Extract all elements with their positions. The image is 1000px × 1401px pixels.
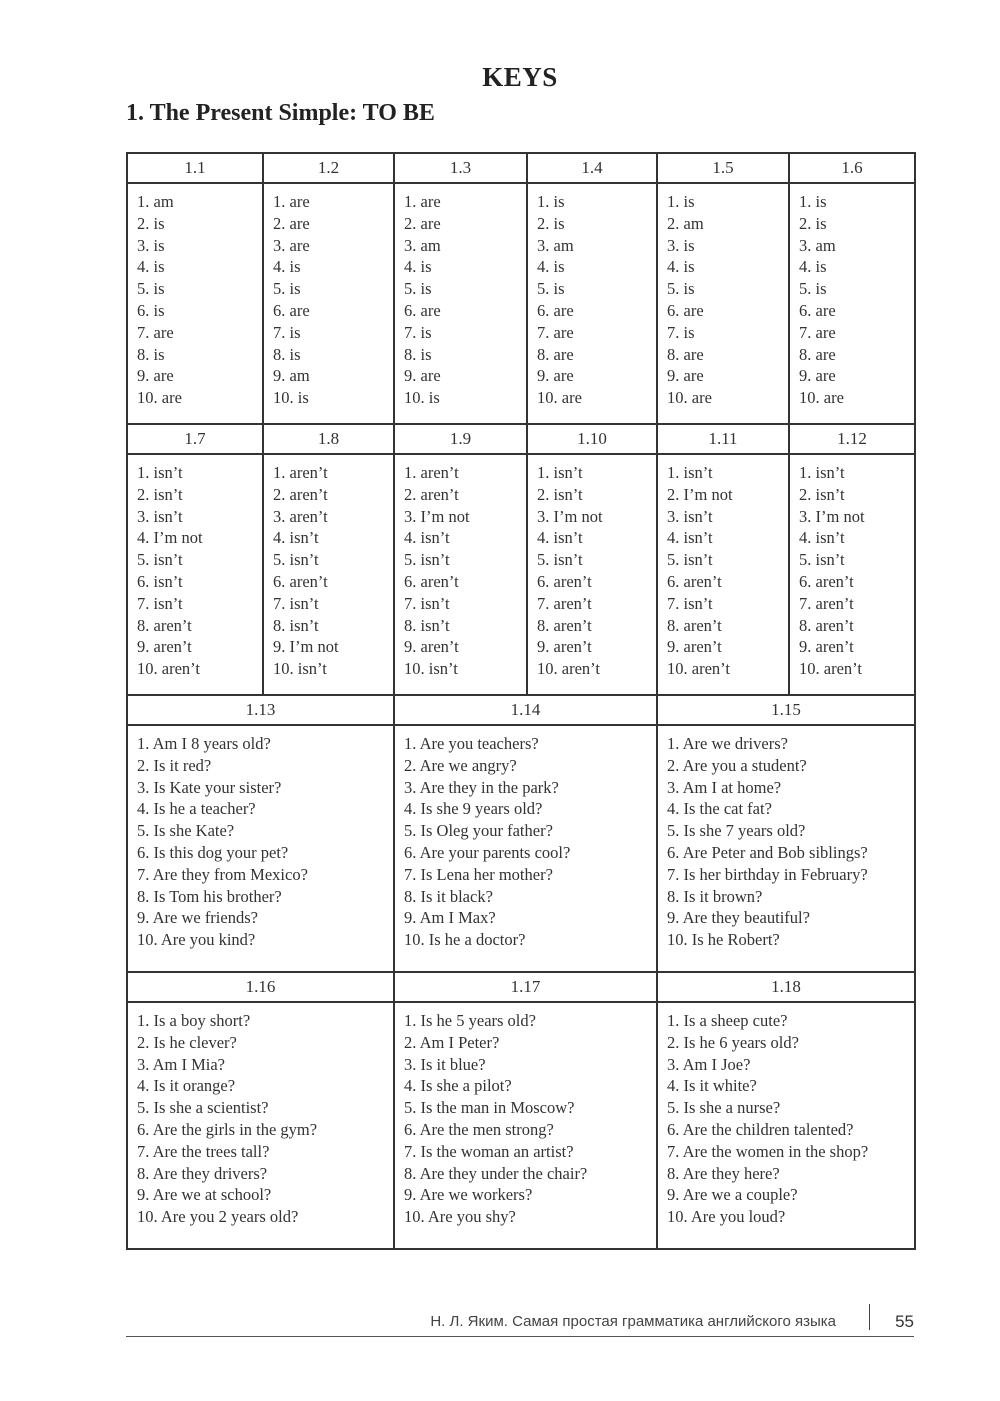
exercise-number: 1.13	[127, 695, 394, 725]
exercise-number: 1.17	[394, 972, 657, 1002]
answer-item: 8. Are they here?	[667, 1163, 780, 1183]
answer-item: 3. Am I Joe?	[667, 1054, 751, 1074]
exercise-header-row	[127, 972, 915, 1002]
exercise-answers-cell	[127, 725, 394, 972]
page-title: KEYS	[482, 62, 558, 92]
answer-list	[404, 733, 656, 951]
exercise-number: 1.12	[789, 424, 915, 454]
answer-item: 2. isn’t	[799, 484, 845, 504]
answer-item: 7. Are the trees tall?	[137, 1141, 270, 1161]
answer-item: 10. are	[667, 388, 712, 408]
answer-item: 3. Are they in the park?	[404, 777, 559, 797]
answer-item: 2. are	[404, 213, 441, 233]
answer-item: 9. aren’t	[667, 637, 722, 657]
answer-item: 4. isn’t	[799, 528, 845, 548]
answer-item: 7. isn’t	[667, 593, 713, 613]
answer-item: 5. Is she a nurse?	[667, 1098, 781, 1118]
exercise-answers-row	[127, 725, 915, 972]
exercise-answers-row	[127, 1002, 915, 1249]
answer-list	[404, 1010, 656, 1228]
answer-item: 7. is	[667, 322, 695, 342]
answer-item: 5. Is she Kate?	[137, 821, 235, 841]
answer-item: 5. Is she a scientist?	[137, 1098, 269, 1118]
answer-item: 3. is	[667, 235, 695, 255]
answer-item: 6. isn’t	[137, 571, 183, 591]
answer-item: 5. Is Oleg your father?	[404, 821, 553, 841]
answer-item: 10. Are you 2 years old?	[137, 1207, 299, 1227]
answer-item: 8. is	[404, 344, 432, 364]
answer-item: 9. Are we a couple?	[667, 1185, 798, 1205]
answer-item: 5. is	[667, 279, 695, 299]
answer-list	[137, 1010, 393, 1228]
answer-list	[137, 733, 393, 951]
answer-item: 6. is	[137, 300, 165, 320]
exercise-answers-cell	[394, 725, 657, 972]
exercise-number: 1.6	[789, 153, 915, 183]
answer-item: 3. Is it blue?	[404, 1054, 486, 1074]
answer-item: 8. are	[537, 344, 574, 364]
page-footer	[126, 1310, 914, 1337]
answer-item: 3. am	[799, 235, 836, 255]
answer-item: 1. Is he 5 years old?	[404, 1011, 536, 1030]
exercise-answers-cell	[657, 183, 789, 424]
answer-item: 4. is	[799, 257, 827, 277]
answer-item: 4. Is she 9 years old?	[404, 799, 543, 819]
exercise-number: 1.18	[657, 972, 915, 1002]
exercise-number: 1.11	[657, 424, 789, 454]
answer-item: 8. isn’t	[273, 615, 319, 635]
answer-list	[273, 191, 393, 409]
answer-item: 10. isn’t	[404, 659, 458, 679]
exercise-number: 1.15	[657, 695, 915, 725]
answer-item: 4. is	[137, 257, 165, 277]
answer-item: 9. are	[667, 366, 704, 386]
answer-item: 4. isn’t	[537, 528, 583, 548]
exercise-answers-cell	[263, 454, 394, 695]
answer-item: 3. I’m not	[799, 506, 865, 526]
answer-item: 5. isn’t	[537, 550, 583, 570]
exercise-answers-cell	[394, 454, 527, 695]
answer-item: 7. is	[273, 322, 301, 342]
exercise-header-row	[127, 695, 915, 725]
answer-item: 1. Are you teachers?	[404, 734, 539, 753]
answer-item: 1. is	[799, 192, 827, 211]
section-title: 1. The Present Simple: TO BE	[126, 100, 435, 126]
answer-item: 8. aren’t	[667, 615, 722, 635]
answer-item: 4. isn’t	[667, 528, 713, 548]
answer-item: 10. Is he Robert?	[667, 930, 780, 950]
answer-item: 7. Is Lena her mother?	[404, 864, 553, 884]
answer-item: 9. aren’t	[537, 637, 592, 657]
answer-item: 4. is	[404, 257, 432, 277]
answer-item: 1. is	[537, 192, 565, 211]
answer-item: 10. Is he a doctor?	[404, 930, 526, 950]
answer-item: 10. are	[799, 388, 844, 408]
answer-item: 5. Is the man in Moscow?	[404, 1098, 575, 1118]
answer-item: 9. Are we at school?	[137, 1185, 272, 1205]
answer-list	[799, 462, 914, 680]
answer-item: 2. is	[537, 213, 565, 233]
answer-item: 7. are	[799, 322, 836, 342]
answer-item: 9. aren’t	[799, 637, 854, 657]
answer-item: 9. are	[404, 366, 441, 386]
answer-item: 6. aren’t	[799, 571, 854, 591]
answer-item: 9. Are they beautiful?	[667, 908, 810, 928]
answer-item: 4. isn’t	[273, 528, 319, 548]
answer-item: 10. isn’t	[273, 659, 327, 679]
answer-item: 10. aren’t	[537, 659, 600, 679]
answer-item: 5. isn’t	[667, 550, 713, 570]
answer-item: 6. Are the children talented?	[667, 1119, 854, 1139]
answer-item: 5. isn’t	[799, 550, 845, 570]
exercise-number: 1.7	[127, 424, 263, 454]
answer-list	[137, 462, 262, 680]
answer-item: 3. Am I Mia?	[137, 1054, 225, 1074]
answer-item: 8. are	[799, 344, 836, 364]
answer-item: 1. Am I 8 years old?	[137, 734, 271, 753]
footer-divider	[869, 1304, 871, 1330]
answer-item: 1. isn’t	[537, 463, 583, 482]
answer-item: 2. Is he clever?	[137, 1032, 237, 1052]
exercise-number: 1.5	[657, 153, 789, 183]
answer-item: 3. isn’t	[667, 506, 713, 526]
answer-item: 10. Are you kind?	[137, 930, 256, 950]
answer-item: 4. Is the cat fat?	[667, 799, 772, 819]
exercise-answers-cell	[127, 1002, 394, 1249]
answer-item: 6. Is this dog your pet?	[137, 842, 289, 862]
answer-item: 9. are	[137, 366, 174, 386]
answer-item: 2. Is it red?	[137, 755, 212, 775]
answer-item: 6. are	[273, 300, 310, 320]
answer-item: 4. Is she a pilot?	[404, 1076, 512, 1096]
answer-item: 8. Is it black?	[404, 886, 493, 906]
answer-item: 2. isn’t	[137, 484, 183, 504]
answer-item: 2. isn’t	[537, 484, 583, 504]
answer-item: 2. aren’t	[404, 484, 459, 504]
answer-item: 8. Are they under the chair?	[404, 1163, 588, 1183]
answer-item: 5. isn’t	[273, 550, 319, 570]
answer-item: 9. are	[799, 366, 836, 386]
answer-item: 6. are	[537, 300, 574, 320]
answer-item: 1. isn’t	[799, 463, 845, 482]
answer-list	[537, 191, 656, 409]
answer-item: 10. aren’t	[799, 659, 862, 679]
answer-item: 8. aren’t	[799, 615, 854, 635]
answer-item: 6. Are Peter and Bob siblings?	[667, 842, 868, 862]
answer-item: 9. I’m not	[273, 637, 339, 657]
answer-item: 7. Is the woman an artist?	[404, 1141, 574, 1161]
answer-item: 2. Are you a student?	[667, 755, 807, 775]
answer-item: 1. are	[273, 192, 310, 211]
answer-item: 9. aren’t	[404, 637, 459, 657]
answer-item: 9. aren’t	[137, 637, 192, 657]
exercise-header-row	[127, 153, 915, 183]
answer-item: 9. are	[537, 366, 574, 386]
answer-item: 7. aren’t	[537, 593, 592, 613]
answer-item: 9. Am I Max?	[404, 908, 496, 928]
answer-list	[667, 733, 914, 951]
answer-item: 10. Are you shy?	[404, 1207, 516, 1227]
exercise-number: 1.9	[394, 424, 527, 454]
answer-item: 8. is	[137, 344, 165, 364]
answer-item: 8. aren’t	[137, 615, 192, 635]
exercise-answers-cell	[789, 183, 915, 424]
answer-item: 1. Is a sheep cute?	[667, 1011, 788, 1030]
exercise-answers-cell	[527, 454, 657, 695]
answer-item: 8. Are they drivers?	[137, 1163, 268, 1183]
answer-item: 2. Is he 6 years old?	[667, 1032, 799, 1052]
answer-list	[799, 191, 914, 409]
exercise-answers-row	[127, 454, 915, 695]
exercise-number: 1.3	[394, 153, 527, 183]
answer-item: 1. Is a boy short?	[137, 1011, 251, 1030]
answer-item: 10. are	[537, 388, 582, 408]
answer-item: 7. Are they from Mexico?	[137, 864, 308, 884]
answer-item: 7. Is her birthday in February?	[667, 864, 868, 884]
answer-item: 3. am	[537, 235, 574, 255]
answer-item: 3. aren’t	[273, 506, 328, 526]
answer-item: 1. is	[667, 192, 695, 211]
answer-list	[404, 462, 526, 680]
answer-item: 6. Are your parents cool?	[404, 842, 571, 862]
exercise-number: 1.4	[527, 153, 657, 183]
answer-item: 6. aren’t	[537, 571, 592, 591]
answer-item: 4. Is it white?	[667, 1076, 757, 1096]
answer-item: 3. I’m not	[537, 506, 603, 526]
answer-item: 5. is	[273, 279, 301, 299]
answer-list	[273, 462, 393, 680]
exercise-number: 1.10	[527, 424, 657, 454]
answer-list	[667, 462, 788, 680]
answer-item: 7. are	[537, 322, 574, 342]
answer-item: 6. aren’t	[404, 571, 459, 591]
answer-list	[537, 462, 656, 680]
answer-item: 6. are	[667, 300, 704, 320]
answer-item: 6. are	[799, 300, 836, 320]
answer-list	[137, 191, 262, 409]
answer-item: 7. are	[137, 322, 174, 342]
answer-item: 2. are	[273, 213, 310, 233]
answer-item: 5. isn’t	[404, 550, 450, 570]
answer-item: 3. is	[137, 235, 165, 255]
answer-item: 4. I’m not	[137, 528, 203, 548]
answer-item: 4. is	[667, 257, 695, 277]
answer-list	[667, 1010, 914, 1228]
page-number: 55	[895, 1312, 914, 1331]
answer-item: 4. Is it orange?	[137, 1076, 236, 1096]
answer-item: 2. Am I Peter?	[404, 1032, 500, 1052]
answer-item: 9. Are we friends?	[137, 908, 258, 928]
answer-item: 6. are	[404, 300, 441, 320]
answer-item: 9. am	[273, 366, 310, 386]
answer-item: 3. isn’t	[137, 506, 183, 526]
answer-item: 7. isn’t	[273, 593, 319, 613]
keys-table	[126, 152, 916, 1250]
exercise-answers-row	[127, 183, 915, 424]
answer-item: 3. Is Kate your sister?	[137, 777, 282, 797]
answer-item: 5. is	[137, 279, 165, 299]
answer-item: 8. is	[273, 344, 301, 364]
exercise-answers-cell	[263, 183, 394, 424]
answer-item: 5. is	[404, 279, 432, 299]
answer-item: 6. aren’t	[273, 571, 328, 591]
answer-item: 5. is	[537, 279, 565, 299]
answer-item: 4. Is he a teacher?	[137, 799, 256, 819]
answer-item: 1. isn’t	[137, 463, 183, 482]
footer-book-title: Н. Л. Яким. Самая простая грамматика английского языка	[430, 1313, 836, 1330]
answer-item: 2. I’m not	[667, 484, 733, 504]
answer-item: 3. Am I at home?	[667, 777, 782, 797]
exercise-answers-cell	[127, 454, 263, 695]
answer-item: 8. aren’t	[537, 615, 592, 635]
answer-item: 1. Are we drivers?	[667, 734, 788, 753]
exercise-answers-cell	[657, 725, 915, 972]
answer-item: 10. is	[404, 388, 440, 408]
answer-item: 2. Are we angry?	[404, 755, 517, 775]
answer-item: 8. isn’t	[404, 615, 450, 635]
answer-item: 3. am	[404, 235, 441, 255]
answer-item: 7. Are the women in the shop?	[667, 1141, 869, 1161]
answer-item: 6. Are the men strong?	[404, 1119, 554, 1139]
answer-item: 4. isn’t	[404, 528, 450, 548]
answer-item: 10. Are you loud?	[667, 1207, 786, 1227]
answer-item: 6. aren’t	[667, 571, 722, 591]
answer-item: 3. are	[273, 235, 310, 255]
answer-item: 8. Is it brown?	[667, 886, 763, 906]
answer-item: 1. aren’t	[404, 463, 459, 482]
exercise-answers-cell	[789, 454, 915, 695]
answer-item: 6. Are the girls in the gym?	[137, 1119, 318, 1139]
answer-item: 10. aren’t	[137, 659, 200, 679]
exercise-answers-cell	[657, 1002, 915, 1249]
answer-item: 2. is	[799, 213, 827, 233]
answer-item: 10. are	[137, 388, 182, 408]
exercise-answers-cell	[127, 183, 263, 424]
exercise-answers-cell	[527, 183, 657, 424]
answer-list	[667, 191, 788, 409]
answer-item: 2. am	[667, 213, 704, 233]
answer-item: 10. is	[273, 388, 309, 408]
answer-item: 2. aren’t	[273, 484, 328, 504]
answer-item: 8. Is Tom his brother?	[137, 886, 282, 906]
answer-item: 7. isn’t	[404, 593, 450, 613]
exercise-answers-cell	[394, 183, 527, 424]
answer-item: 2. is	[137, 213, 165, 233]
answer-item: 4. is	[537, 257, 565, 277]
answer-item: 10. aren’t	[667, 659, 730, 679]
answer-item: 4. is	[273, 257, 301, 277]
exercise-number: 1.8	[263, 424, 394, 454]
exercise-number: 1.2	[263, 153, 394, 183]
answer-item: 8. are	[667, 344, 704, 364]
answer-item: 9. Are we workers?	[404, 1185, 533, 1205]
answer-item: 5. Is she 7 years old?	[667, 821, 806, 841]
exercise-number: 1.14	[394, 695, 657, 725]
answer-item: 1. aren’t	[273, 463, 328, 482]
exercise-number: 1.16	[127, 972, 394, 1002]
answer-item: 5. is	[799, 279, 827, 299]
answer-item: 1. am	[137, 192, 174, 211]
exercise-header-row	[127, 424, 915, 454]
answer-item: 7. is	[404, 322, 432, 342]
exercise-number: 1.1	[127, 153, 263, 183]
answer-item: 1. isn’t	[667, 463, 713, 482]
answer-item: 3. I’m not	[404, 506, 470, 526]
answer-list	[404, 191, 526, 409]
answer-item: 7. isn’t	[137, 593, 183, 613]
answer-item: 5. isn’t	[137, 550, 183, 570]
answer-item: 1. are	[404, 192, 441, 211]
answer-item: 7. aren’t	[799, 593, 854, 613]
exercise-answers-cell	[394, 1002, 657, 1249]
exercise-answers-cell	[657, 454, 789, 695]
